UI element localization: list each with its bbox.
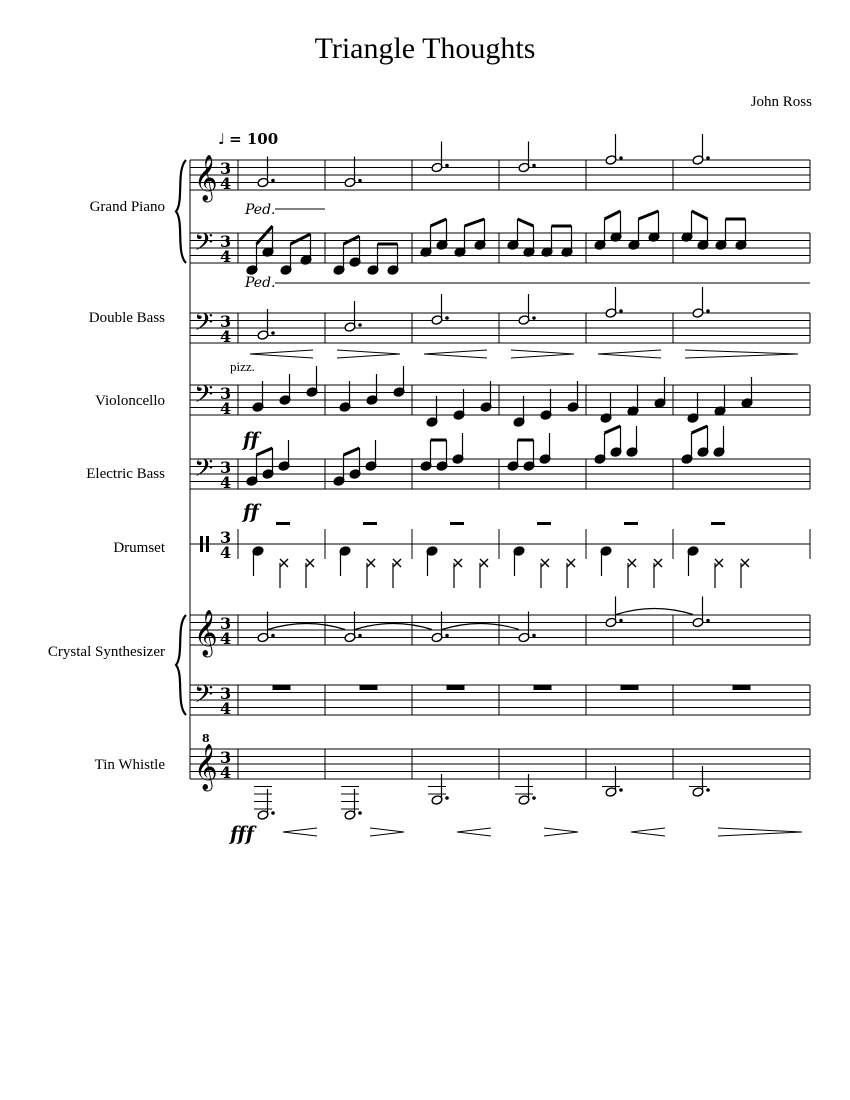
octave-marking: 8	[202, 732, 210, 745]
treble-clef-icon: 𝄞	[194, 155, 218, 201]
hihat-x-note	[393, 559, 401, 567]
dynamic-ff-ebass: ff	[243, 501, 259, 523]
augmentation-dot	[445, 634, 449, 638]
composer: John Ross	[750, 94, 812, 110]
augmentation-dot	[619, 788, 623, 792]
decrescendo-hairpin	[718, 828, 802, 836]
augmentation-dot	[619, 309, 623, 313]
pizz-marking: pizz.	[230, 359, 255, 374]
rest-icon	[363, 522, 377, 525]
beam	[692, 426, 708, 433]
augmentation-dot	[358, 179, 362, 183]
tie	[442, 624, 519, 630]
rest-icon	[537, 522, 551, 525]
instrument-label-double-bass: Double Bass	[88, 310, 165, 326]
augmentation-dot	[706, 788, 710, 792]
dynamic-ff-cello: ff	[243, 429, 259, 451]
time-signature-bottom: 4	[220, 399, 232, 418]
augmentation-dot	[532, 634, 536, 638]
beam	[431, 219, 447, 226]
augmentation-dot	[706, 156, 710, 160]
bass-clef-icon: 𝄢	[194, 308, 214, 343]
hihat-x-note	[715, 559, 723, 567]
time-signature-bottom: 4	[220, 629, 232, 648]
score-title: Triangle Thoughts	[314, 32, 536, 65]
time-signature-bottom: 4	[220, 763, 232, 782]
bass-clef-icon: 𝄢	[194, 680, 214, 715]
rest-icon	[276, 522, 290, 525]
time-signature-top: 3	[220, 748, 232, 767]
hihat-x-note	[741, 559, 749, 567]
decrescendo-hairpin	[370, 828, 404, 836]
hihat-x-note	[454, 559, 462, 567]
time-signature-top: 3	[220, 684, 232, 703]
tie	[616, 609, 693, 615]
time-signature-bottom: 4	[220, 174, 232, 193]
beam	[605, 426, 621, 433]
beam	[257, 226, 273, 244]
augmentation-dot	[271, 811, 275, 815]
beam	[291, 234, 311, 244]
time-signature-top: 3	[220, 384, 232, 403]
augmentation-dot	[445, 316, 449, 320]
time-signature-top: 3	[220, 232, 232, 251]
time-signature-bottom: 4	[220, 473, 232, 492]
augmentation-dot	[532, 796, 536, 800]
augmentation-dot	[706, 309, 710, 313]
augmentation-dot	[271, 331, 275, 335]
augmentation-dot	[358, 323, 362, 327]
treble-clef-icon: 𝄞	[194, 610, 218, 656]
beam	[344, 448, 360, 455]
tie	[268, 624, 345, 630]
hihat-x-note	[367, 559, 375, 567]
augmentation-dot	[445, 164, 449, 168]
instrument-label-piano: Grand Piano	[89, 199, 165, 215]
augmentation-dot	[619, 156, 623, 160]
augmentation-dot	[532, 316, 536, 320]
time-signature-top: 3	[220, 528, 232, 547]
decrescendo-hairpin	[511, 350, 574, 358]
instrument-label-whistle: Tin Whistle	[94, 757, 165, 773]
augmentation-dot	[445, 796, 449, 800]
time-signature-bottom: 4	[220, 699, 232, 718]
time-signature-top: 3	[220, 614, 232, 633]
hihat-x-note	[280, 559, 288, 567]
instrument-label-synth: Crystal Synthesizer	[47, 644, 165, 660]
augmentation-dot	[706, 619, 710, 623]
tie	[355, 624, 432, 630]
dynamic-fff-whistle: fff	[230, 823, 254, 845]
pedal-marking-2: Ped.	[245, 275, 276, 291]
crescendo-hairpin	[283, 828, 317, 836]
beam	[257, 448, 273, 455]
hihat-x-note	[567, 559, 575, 567]
rest-icon	[624, 522, 638, 525]
rest-icon	[450, 522, 464, 525]
time-signature-bottom: 4	[220, 247, 232, 266]
whole-rest-icon	[534, 685, 552, 690]
piano-brace-icon	[176, 160, 186, 263]
crescendo-hairpin	[457, 828, 491, 836]
hihat-x-note	[306, 559, 314, 567]
augmentation-dot	[271, 179, 275, 183]
augmentation-dot	[619, 619, 623, 623]
time-signature-top: 3	[220, 458, 232, 477]
beam	[639, 211, 659, 219]
hihat-x-note	[541, 559, 549, 567]
instrument-label-cello: Violoncello	[95, 393, 165, 409]
percussion-clef-icon	[206, 536, 209, 552]
crescendo-hairpin	[424, 350, 487, 358]
instrument-label-electric-bass: Electric Bass	[86, 466, 165, 482]
decrescendo-hairpin	[337, 350, 400, 358]
synth-brace-icon	[176, 615, 186, 715]
time-signature-bottom: 4	[220, 327, 232, 346]
pedal-marking: Ped.	[245, 202, 276, 218]
whole-rest-icon	[273, 685, 291, 690]
augmentation-dot	[358, 634, 362, 638]
augmentation-dot	[358, 811, 362, 815]
decrescendo-hairpin	[685, 350, 798, 358]
beam	[692, 211, 708, 219]
bass-clef-icon: 𝄢	[194, 380, 214, 415]
beam	[465, 219, 485, 226]
bass-clef-icon: 𝄢	[194, 228, 214, 263]
whole-rest-icon	[621, 685, 639, 690]
time-signature-top: 3	[220, 159, 232, 178]
whole-rest-icon	[360, 685, 378, 690]
bass-clef-icon: 𝄢	[194, 454, 214, 489]
markings	[176, 155, 810, 836]
instrument-label-drumset: Drumset	[113, 540, 165, 556]
whole-rest-icon	[447, 685, 465, 690]
hihat-x-note	[628, 559, 636, 567]
beam	[518, 219, 534, 226]
beam	[605, 211, 621, 219]
augmentation-dot	[271, 634, 275, 638]
treble-clef-icon: 𝄞	[194, 744, 218, 790]
rest-icon	[711, 522, 725, 525]
hihat-x-note	[480, 559, 488, 567]
decrescendo-hairpin	[544, 828, 578, 836]
time-signature-bottom: 4	[220, 543, 232, 562]
augmentation-dot	[532, 164, 536, 168]
percussion-clef-icon	[200, 536, 203, 552]
crescendo-hairpin	[250, 350, 313, 358]
crescendo-hairpin	[598, 350, 661, 358]
whole-rest-icon	[733, 685, 751, 690]
crescendo-hairpin	[631, 828, 665, 836]
hihat-x-note	[654, 559, 662, 567]
time-signature-top: 3	[220, 312, 232, 331]
tempo-marking: ♩ = 100	[218, 130, 279, 148]
